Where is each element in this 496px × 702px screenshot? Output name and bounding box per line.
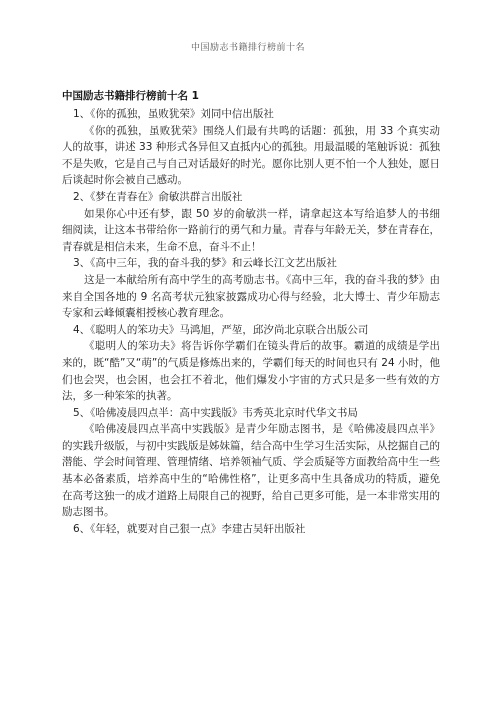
- document-title: 中国励志书籍排行榜前十名 1: [62, 90, 199, 102]
- entry-body-1: 《你的孤独，虽败犹荣》围绕人们最有共鸣的话题：孤独，用 33 个真实动人的故事，讲述 33 种形式各异但又直抵内心的孤独。用最温暖的笔触诉说：孤独不是失败，它是自己与自己对话最好的时光。愿你比别人更不怕一个人独处，愿日后谈起时你会被自己感动。: [62, 124, 440, 187]
- entry-heading-5: 5、《哈佛凌晨四点半：高中实践版》韦秀英北京时代华文书局: [73, 406, 358, 419]
- running-header: 中国励志书籍排行榜前十名: [190, 43, 305, 53]
- entry-heading-1: 1、《你的孤独，虽败犹荣》刘同中信出版社: [73, 108, 274, 120]
- entry-body-2: 如果你心中还有梦，跟 50 岁的俞敏洪一样，请拿起这本写给追梦人的书细细阅读，让这本书带给你一路前行的勇气和力量。青春与年龄无关，梦在青春在，青春就是相信未来，生命不息，奋斗不止！: [62, 207, 440, 253]
- entry-heading-6: 6、《年轻，就要对自己狠一点》李建古吴轩出版社: [73, 522, 306, 535]
- entry-body-4: 《聪明人的笨功夫》将告诉你学霸们在镜头背后的故事。霸道的成绩是学出来的，既“酷”又“萌”的气质是修炼出来的，学霸们每天的时间也只有 24 小时，他们也会哭，也会困，也会扛不着北，他们爆发小宇宙的方式只是多一些有效的方法，多一种笨笨的执著。: [62, 340, 440, 403]
- entry-body-5: 《哈佛凌晨四点半高中实践版》是青少年励志图书，是《哈佛凌晨四点半》的实践升级版，与初中实践版是姊妹篇，结合高中生学习生活实际，从挖掘自己的潜能、学会时间管理、管理情绪、培养领袖气质、学会质疑等方面教给高中生一些基本必备素质，培养高中生的“哈佛性格”，让更多高中生具备成功的特质，避免在高考这独一的成才道路上局限自己的视野，给自己更多可能，是一本非常实用的励志图书。: [62, 423, 440, 519]
- entry-heading-2: 2、《梦在青春在》俞敏洪群言出版社: [73, 190, 243, 203]
- entry-heading-3: 3、《高中三年，我的奋斗我的梦》和云峰长江文艺出版社: [73, 257, 337, 270]
- entry-body-3: 这是一本献给所有高中学生的高考励志书。《高中三年，我的奋斗我的梦》由来自全国各地的 9 名高考状元独家披露成功心得与经验，北大博士、青少年励志专家和云峰倾囊相授核心教育理念。: [62, 273, 440, 320]
- entry-heading-4: 4、《聪明人的笨功夫》马鸿旭，严堃，邱汐尚北京联合出版公司: [73, 323, 369, 336]
- document-body: [62, 106, 440, 537]
